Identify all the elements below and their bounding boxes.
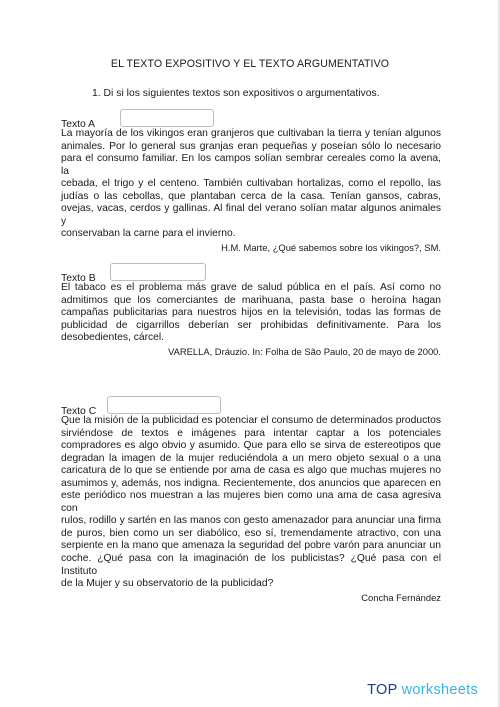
source-citation-c: Concha Fernández <box>361 591 441 603</box>
text-body-a <box>61 128 441 241</box>
answer-input-c[interactable] <box>107 396 221 414</box>
text-line: coche. ¿Qué pasa con la imaginación de los publicistas? ¿Qué pasa con el Instituto <box>61 553 441 577</box>
text-line: El tabaco es el problema más grave de salud pública en el país. Así como no <box>61 282 441 293</box>
answer-input-b[interactable] <box>110 263 206 281</box>
text-label-c: Texto C <box>61 406 97 417</box>
text-line: asumimos y, además, nos indigna. Recientemente, dos anuncios que aparecen en <box>61 477 441 489</box>
text-line: caricatura de lo que se entiende por ama de casa es algo que muchas mujeres no <box>61 465 441 477</box>
text-line: publicidad de cigarrillos deberían ser prohibidas definitivamente. Para los <box>61 319 441 331</box>
text-label-b: Texto B <box>61 273 96 284</box>
text-section-a <box>61 114 441 254</box>
text-line: degradan la imagen de la mujer reduciéndola a un mero objeto sexual o a una <box>61 452 441 464</box>
text-line: campañas publicitarias para nuestros hijos en la televisión, todas las formas de <box>61 307 441 319</box>
page-title: EL TEXTO EXPOSITIVO Y EL TEXTO ARGUMENTATIVO <box>110 58 390 70</box>
text-section-b <box>61 268 441 358</box>
text-line: serpiente en la mano que amenaza la seguridad del pobre varón para anunciar un <box>61 540 441 552</box>
text-line: de la Mujer y su observatorio de la publicidad? <box>61 578 274 590</box>
text-line: La mayoría de los vikingos eran granjeros que cultivaban la tierra y tenían algunos <box>61 128 441 139</box>
text-line: judías o las cebollas, que plantaban cerca de la casa. Tenían gansos, cabras, <box>61 190 441 202</box>
text-line: ovejas, vacas, cerdos y gallinas. Al final del verano solían matar algunos animales y <box>61 203 441 227</box>
answer-input-a[interactable] <box>120 109 214 127</box>
text-line: Que la misión de la publicidad es potenciar el consumo de determinados productos <box>61 415 441 426</box>
text-line: de puros, bien como un ser diabólico, eso sí, tremendamente atractivo, con una <box>61 527 441 539</box>
text-line: compradores es algo obvio y asumido. Que para ello se sirva de estereotipos que <box>61 440 441 452</box>
source-citation-a: H.M. Marte, ¿Qué sabemos sobre los vikingos?, SM. <box>221 241 441 253</box>
text-line: rulos, rodillo y sartén en las manos con gesto amenazador para anunciar una firma <box>61 515 441 527</box>
text-body-b <box>61 282 441 345</box>
brand-logo <box>367 682 478 698</box>
text-section-c <box>61 401 441 604</box>
text-label-a: Texto A <box>61 119 96 130</box>
brand-logo-part2: worksheets <box>401 682 478 698</box>
text-line: admitimos que los comerciantes de marihuana, pasta base o heroína hagan <box>61 294 441 306</box>
text-line: para el consumo familiar. En los campos solían sembrar cereales como la avena, la <box>61 153 441 177</box>
text-body-c <box>61 415 441 591</box>
source-citation-b: VARELLA, Dráuzio. In: Folha de São Paulo, 20 de mayo de 2000. <box>168 345 441 357</box>
text-line: animales. Por lo general sus granjas eran pequeñas y poseían sólo lo necesario <box>61 140 441 152</box>
text-line: este periódico nos muestran a las mujeres bien como una ama de casa agresiva con <box>61 490 441 514</box>
text-line: sirviéndose de textos e imágenes para intentar captar a los potenciales <box>61 427 441 439</box>
text-line: conservaban la carne para el invierno. <box>61 228 236 240</box>
brand-logo-part1: TOP <box>367 682 398 698</box>
text-line: desobedientes, cárcel. <box>61 332 165 344</box>
instruction-text: 1. Di si los siguientes textos son expositivos o argumentativos. <box>92 88 380 99</box>
text-line: cebada, el trigo y el centeno. También cultivaban hortalizas, como el repollo, las <box>61 178 441 190</box>
